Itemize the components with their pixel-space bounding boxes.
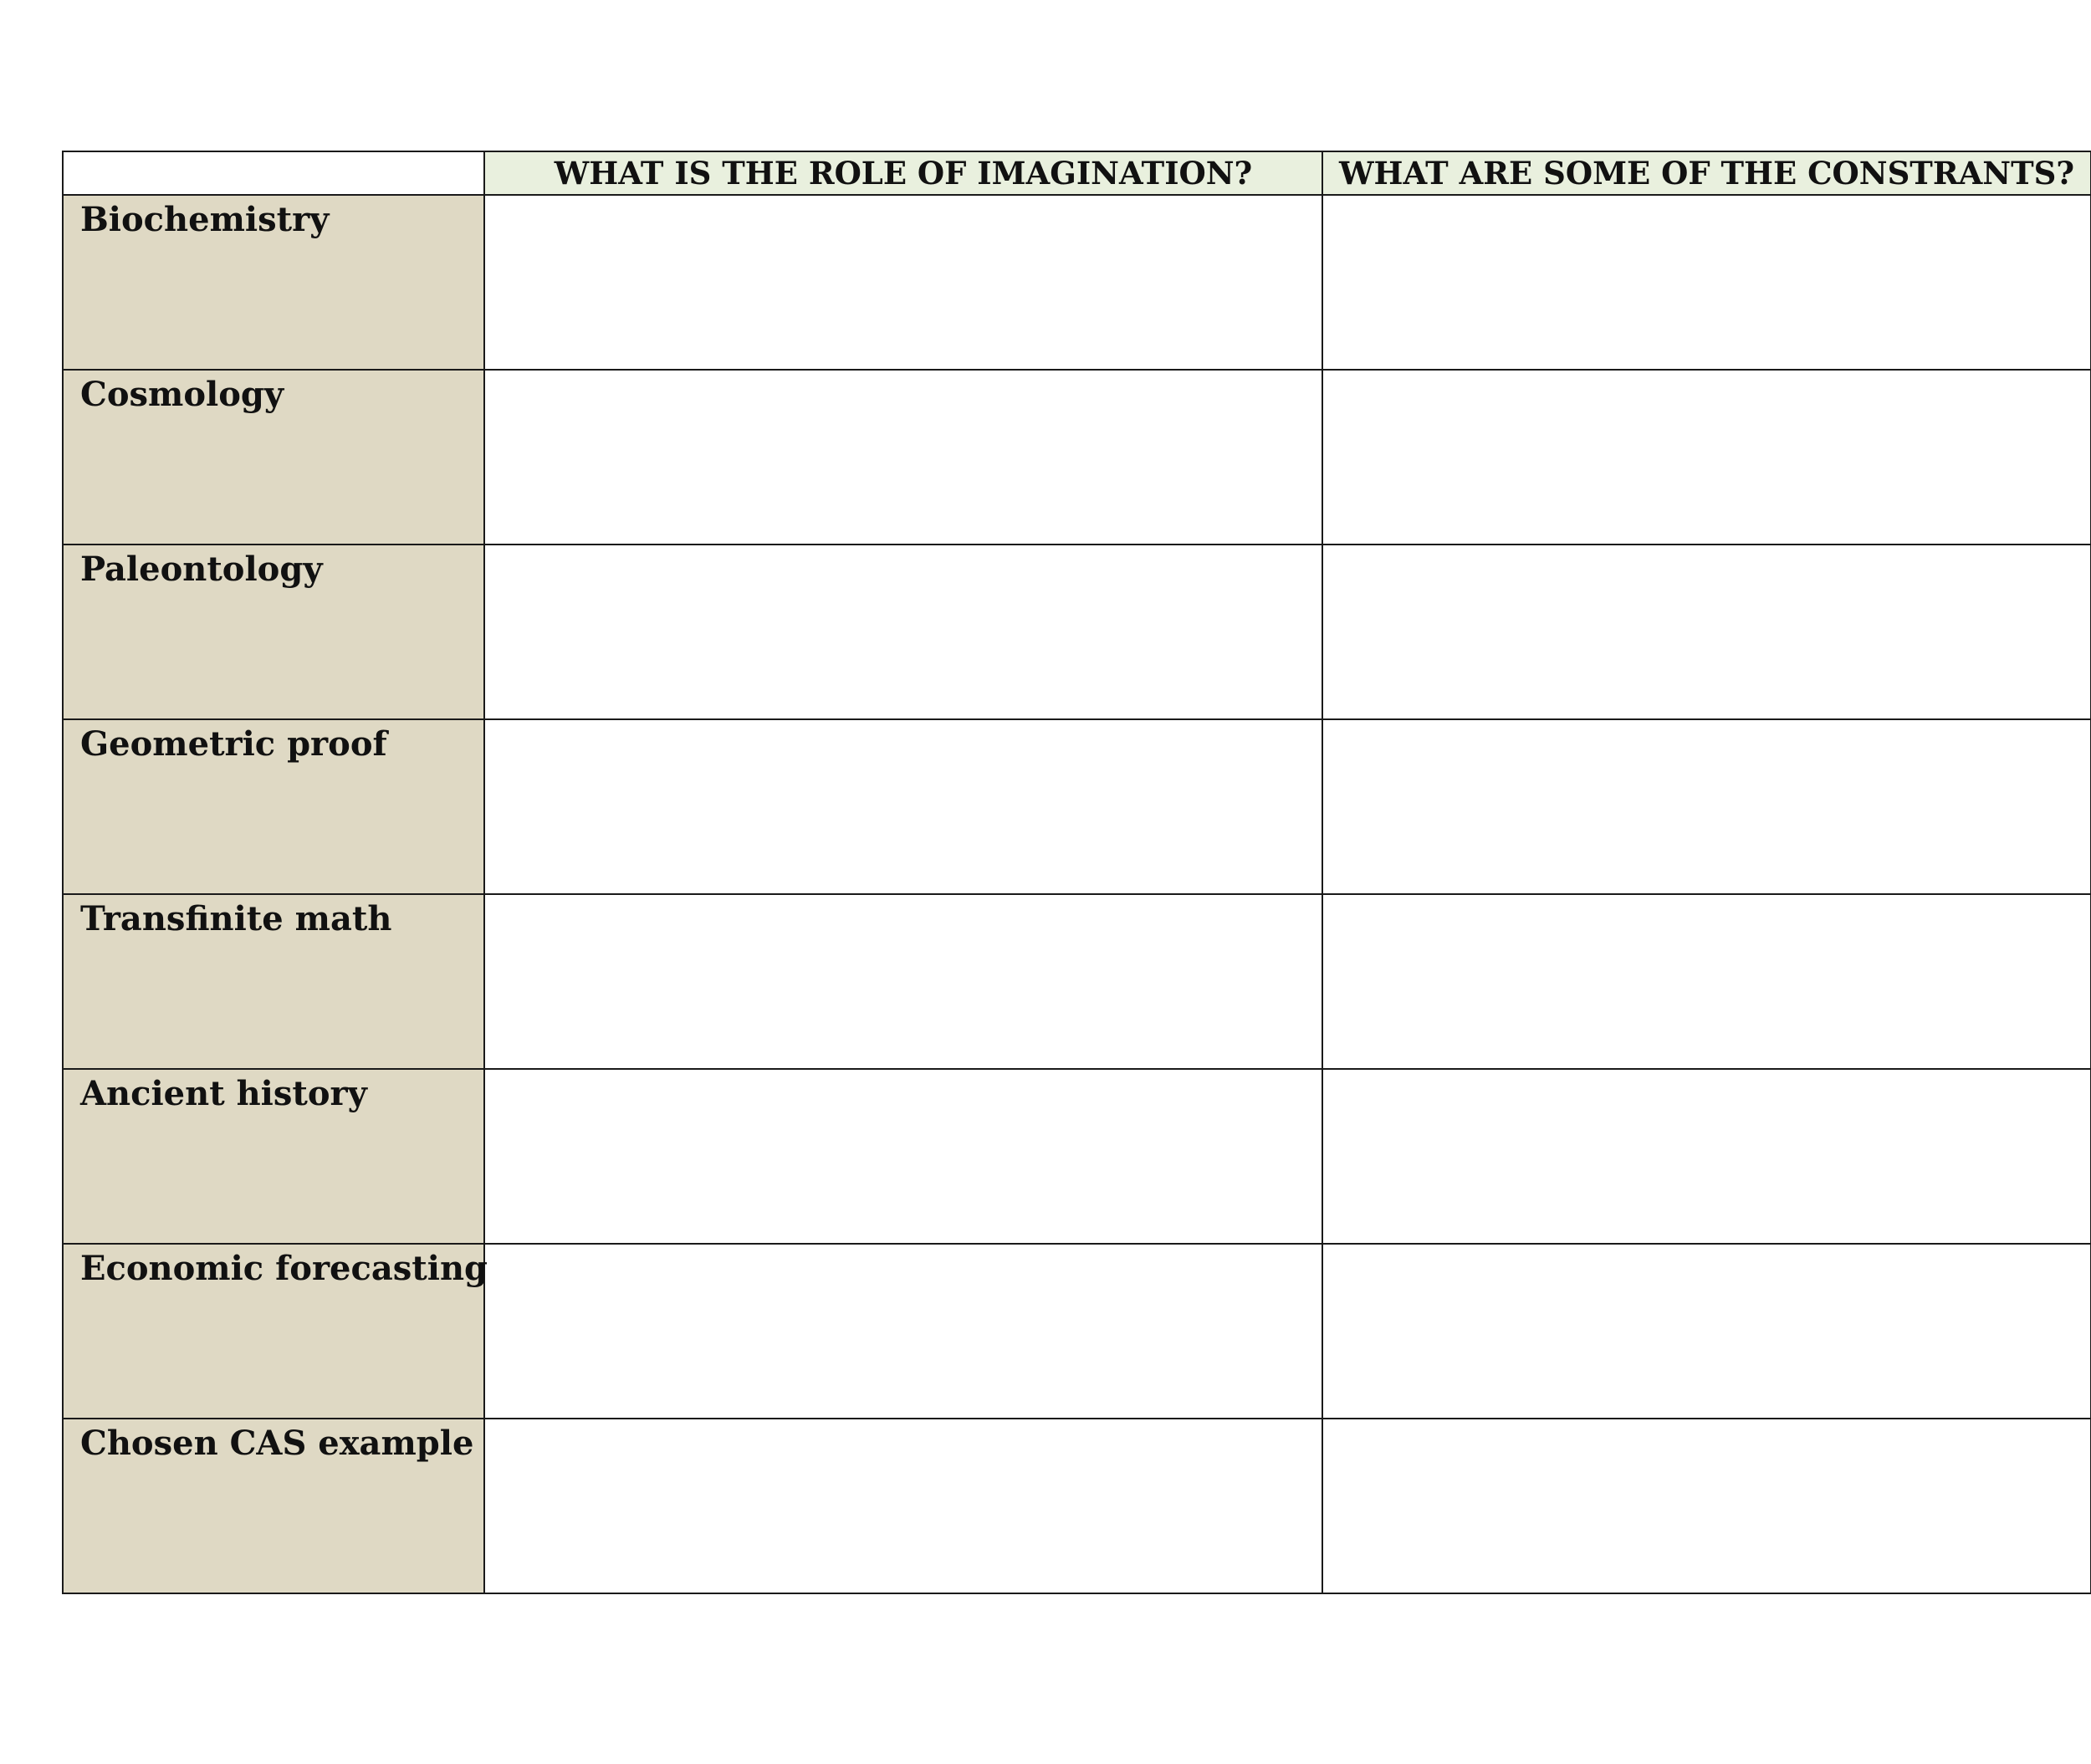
imagination-answer-cell[interactable] — [484, 195, 1322, 370]
constraints-answer-cell[interactable] — [1322, 719, 2091, 894]
imagination-answer-cell[interactable] — [484, 894, 1322, 1069]
subject-cell — [63, 894, 484, 1069]
table-row — [63, 1419, 2091, 1593]
header-blank-cell — [63, 151, 484, 195]
table-row — [63, 545, 2091, 719]
imagination-answer-cell[interactable] — [484, 1069, 1322, 1244]
subject-cell — [63, 370, 484, 545]
subject-label: Paleontology — [80, 550, 323, 589]
subject-cell — [63, 1244, 488, 1419]
constraints-answer-cell[interactable] — [1322, 894, 2091, 1069]
table-row — [63, 1069, 2091, 1244]
imagination-answer-cell[interactable] — [484, 370, 1322, 545]
constraints-answer-cell[interactable] — [1322, 370, 2091, 545]
subject-cell — [63, 545, 484, 719]
subject-label: Cosmology — [80, 375, 284, 414]
constraints-answer-cell[interactable] — [1322, 1244, 2091, 1419]
constraints-answer-cell[interactable] — [1322, 1419, 2091, 1593]
subject-label: Geometric proof — [80, 724, 387, 764]
table-row — [63, 370, 2091, 545]
subject-label: Economic forecasting — [80, 1249, 488, 1288]
header-constraints: WHAT ARE SOME OF THE CONSTRANTS? — [1322, 151, 2091, 195]
subject-label: Biochemistry — [80, 200, 330, 239]
subject-cell — [63, 1419, 484, 1593]
worksheet-table — [62, 151, 2091, 1594]
constraints-answer-cell[interactable] — [1322, 195, 2091, 370]
imagination-answer-cell[interactable] — [484, 1419, 1322, 1593]
imagination-answer-cell[interactable] — [484, 719, 1322, 894]
table-row — [63, 1244, 2091, 1419]
subject-cell — [63, 719, 484, 894]
imagination-answer-cell[interactable] — [484, 1244, 1322, 1419]
constraints-answer-cell[interactable] — [1322, 545, 2091, 719]
constraints-answer-cell[interactable] — [1322, 1069, 2091, 1244]
header-imagination: WHAT IS THE ROLE OF IMAGINATION? — [484, 151, 1322, 195]
subject-cell — [63, 195, 484, 370]
header-row — [63, 151, 2091, 195]
subject-cell — [63, 1069, 484, 1244]
table-row — [63, 719, 2091, 894]
subject-label: Chosen CAS example — [80, 1424, 474, 1463]
imagination-answer-cell[interactable] — [484, 545, 1322, 719]
subject-label: Ancient history — [80, 1074, 367, 1113]
table-row — [63, 195, 2091, 370]
table-row — [63, 894, 2091, 1069]
subject-label: Transfinite math — [80, 899, 392, 938]
